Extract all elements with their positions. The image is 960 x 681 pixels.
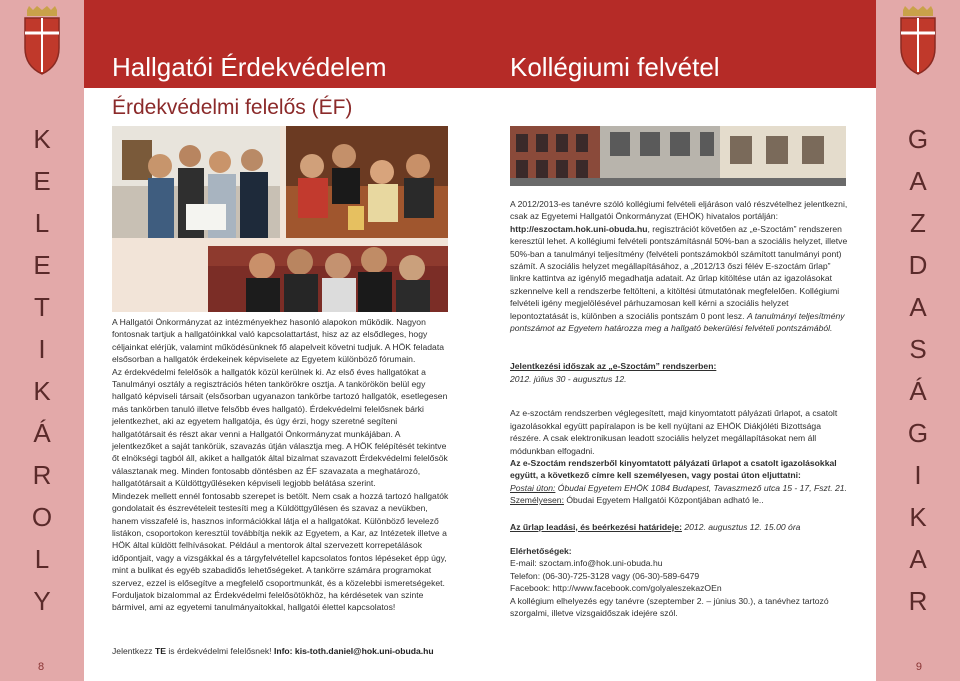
footer-info-email[interactable]: Info: kis-toth.daniel@hok.uni-obuda.hu (273, 646, 434, 656)
sidebar-letter: A (909, 544, 927, 574)
sidebar-letter: L (34, 544, 50, 574)
contacts-heading: Elérhetőségek: (510, 545, 572, 556)
sidebar-letter: A (909, 166, 927, 196)
footer-middle: is érdekvédelmi felelősnek! (165, 646, 274, 656)
footer-call-to-action (112, 646, 434, 656)
paragraph: Az érdekvédelmi felelősök a hallgatók közül kerülnek ki. Az első éves hallgatókat a Tanulmányi osztály a regisztrációs héten tankörökre osztja. A tankörökön belül egy hallgató képviseli társait (elsősorban ugyanazon tankörbe tartozó hallgatók, esetlegesen más tankörben tanuló illetve felsőbb éves hallgató). Érdekvédelmi felelősnek bárki jelentkezhet, aki az egyetem hallgatója, és úgy érzi, hogy szeretné segíteni hallgatótársait és részt akar venni a Hallgatói Önkormányzat munkájában. A jelentkezőket a saját tankörük, szavazás útján választja meg. A HÖK felépítését tekintve őt elnökségi tagból áll, akiket a hallgatók által bizalmat szavazott Érdekvédelmi felelősök választanak meg. Minden fontosabb döntésben az ÉF szavazata a meghatározó, hallgatótársait a Küldöttgyűléseken képviseli legjobb belátása szerint. (112, 366, 448, 489)
deadline-label: Az űrlap leadási, és beérkezési határideje: (510, 521, 682, 532)
page-number-left: 8 (38, 661, 45, 673)
sidebar-letter: D (908, 250, 928, 280)
sidebar-letter: Á (909, 376, 927, 406)
postal-line (510, 482, 848, 494)
postal-label: Postai úton: (510, 482, 556, 493)
sidebar-letter: K (33, 124, 51, 154)
paragraph: A Hallgatói Önkormányzat az intézményekhez hasonló alapokon működik. Nagyon fontosnak tartjuk a hallgatóinkkal való kapcsolattartást, hisz az az elsődleges, hogy céljainkat elérjük, valamint működésünknek fő alapelveit követni tudjuk. A HÖK feladata elsősorban a hallgatók érdekeinek képviselete az Egyetem különböző fórumain. (112, 317, 445, 365)
students-photo-collage (112, 126, 448, 312)
sidebar-letter: R (908, 586, 928, 616)
submission-bold: Az e-Szoctám rendszerből kinyomtatott pályázati űrlapot a csatolt igazolásokkal együtt, a következő címre kell személyesen, vagy postai úton eljuttatni: (510, 457, 837, 481)
closing-paragraph: A kollégium elhelyezés egy tanévre (szeptember 2. – június 30.), a tanévhez tartozó szorgalmi, illetve vizsgaidőszak idejére szól. (510, 595, 829, 618)
right-sidebar (876, 0, 960, 681)
intro-paragraph (510, 198, 848, 334)
deadline-value: 2012. augusztus 12. 15.00 óra (681, 521, 801, 532)
personal-label: Személyesen: (510, 495, 564, 506)
sidebar-letter: E (33, 250, 51, 280)
university-crest-icon (895, 6, 941, 76)
dormitory-building-photo (510, 126, 846, 186)
left-sidebar (0, 0, 84, 681)
intro-text-2: , regisztrációt követően az „e-Szoctám” rendszeren keresztül lehet. A kollégiumi felvételi pontszámításnál 50%-ban a szociális helyzet, illetve 50%-ban a tanulmányi teljesítmény (felvételi pontszámokból számított tanulmányi pont) számít. A szociális helyzet megállapításához, a „2012/13 őszi félév E-szoctám űrlap” linkre kattintva az igénylő megadhatja adatait. Az űrlap kitöltése után az igazolásokat szkennelve kell a rendszerbe feltölteni, a kitöltési útmutatónak megfelelően. Kollégiumi felvételi igény megjelölésével párhuzamosan kell kérni a szociális helyzet lepontoztatását is, különben a szociális pontszám 0 pont lesz. (510, 223, 848, 321)
right-page-title: Kollégiumi felvétel (510, 52, 720, 82)
sidebar-letter: Y (33, 586, 51, 616)
sidebar-letter: L (34, 208, 50, 238)
paragraph: Mindezek mellett ennél fontosabb szerepet is betölt. Nem csak a hozzá tartozó hallgatók gondolatait és észrevételeit testesíti meg a Küldöttgyűlésen és szavaz a nevükben, hanem visszafelé is, hasznos információkkal látja el a hallgatókat. Különböző levelező listákon, csoportokon keresztül továbbítja nekik az Egyetem, a Kar, az Intézetek illetve a HÖK által küldött felhívásokat. Például a mentorok által szervezett korrepetálások időpontjait, vagy a vizsgákkal és a tárgyfelvétellel kapcsolatos fontos lépéseket épp úgy, mint a bulikat és egyéb szabadidős lehetőségeket. A tankörre számára programokat szervez, ezzel is elősegítve a megfelelő csoportmunkát, és a közelebbi ismeretségeket. Forduljatok bizalommal az Érdekvédelmi felelősötökhöz, ha kérdésetek van szinte bármivel, ami az egyetemi tanulmányaitokkal, hallgatói élettel kapcsolatos! (112, 490, 449, 613)
section-subtitle: Érdekvédelmi felelős (ÉF) (112, 96, 353, 119)
postal-value: Óbudai Egyetem EHÖK 1084 Budapest, Tavaszmező utca 15 - 17, Fszt. 21. (555, 482, 847, 493)
header-bar (84, 0, 876, 88)
footer-te: TE (155, 646, 166, 656)
eszoctam-link[interactable]: http://eszoctam.hok.uni-obuda.hu (510, 223, 648, 234)
sidebar-letter: K (909, 502, 927, 532)
period-heading: Jelentkezési időszak az „e-Szoctám” rendszerben: (510, 361, 717, 372)
sidebar-letter: G (907, 124, 929, 154)
left-page-title: Hallgatói Érdekvédelem (112, 52, 387, 82)
sidebar-letter: I (914, 460, 922, 490)
intro-text: A 2012/2013-es tanévre szóló kollégiumi felvételi eljáráson való részvételhez jelentkezni, csak az Egyetemi Hallgatói Önkormányzat (EHÖK) hivatalos portálján: (510, 199, 848, 222)
sidebar-letter: Z (910, 208, 926, 238)
left-sidebar-letters (0, 118, 84, 622)
sidebar-letter: O (31, 502, 53, 532)
contact-email[interactable]: E-mail: szoctam.info@hok.uni-obuda.hu (510, 558, 663, 569)
sidebar-letter: T (34, 292, 50, 322)
sidebar-letter: A (909, 292, 927, 322)
period-value: 2012. július 30 - augusztus 12. (510, 373, 627, 384)
left-body-text (112, 316, 450, 614)
contact-facebook[interactable]: Facebook: http://www.facebook.com/golyaleszekazOEn (510, 583, 722, 594)
sidebar-letter: G (907, 418, 929, 448)
contact-phone: Telefon: (06-30)-725-3128 vagy (06-30)-589-6479 (510, 570, 700, 581)
page-number-right: 9 (915, 661, 922, 673)
personal-value: Óbudai Egyetem Hallgatói Központjában adható le.. (563, 495, 764, 506)
sidebar-letter: R (32, 460, 52, 490)
intro-italic: A tanulmányi teljesítmény pontszámot az Egyetem határozza meg a hallgató bekerülési felvételi pontszámából. (510, 310, 845, 334)
sidebar-letter: K (33, 376, 51, 406)
personal-line (510, 494, 848, 506)
sidebar-letter: S (909, 334, 927, 364)
sidebar-letter: E (33, 166, 51, 196)
sidebar-letter: I (38, 334, 46, 364)
right-body-text (510, 198, 848, 619)
university-crest-icon (19, 6, 65, 76)
submission-paragraph: Az e-szoctám rendszerben véglegesített, majd kinyomtatott pályázati űrlapot, a csatolt igazolásokkal együtt papíralapon is be kell nyújtani az EHÖK Diákjóléti Bizottsága részére. A csak elektronikusan leadott szociális helyzet megállapításokat nem áll módunkban elfogadni. (510, 408, 838, 456)
right-sidebar-letters (876, 118, 960, 622)
footer-prefix: Jelentkezz (112, 646, 155, 656)
sidebar-letter: Á (33, 418, 51, 448)
deadline-line (510, 521, 848, 533)
